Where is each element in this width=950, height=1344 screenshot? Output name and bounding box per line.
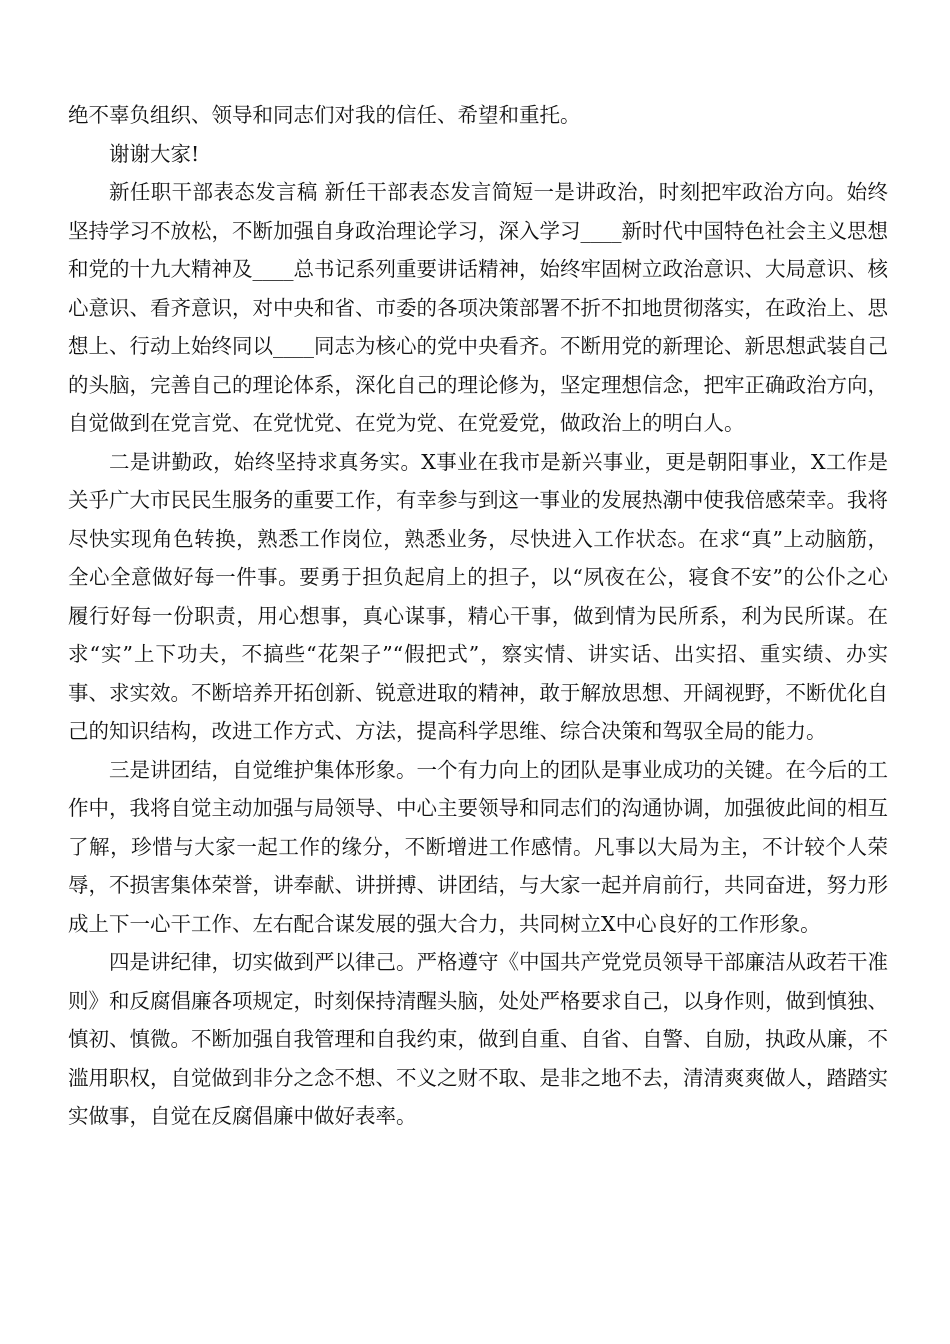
paragraph-thanks: 谢谢大家!: [109, 141, 200, 166]
paragraph-discipline: 四是讲纪律，切实做到严以律己。严格遵守《中国共产党党员领导干部廉洁从政若干准则》和反腐倡廉各项规定，时刻保持清醒头脑，处处严格要求自己，以身作则，做到慎独、慎初、慎微。不断加强自我管理和自我约束，做到自重、自省、自警、自励，执政从廉，不滥用职权，自觉做到非分之念不想、不义之财不取、是非之地不去，清清爽爽做人，踏踏实实做事，自觉在反腐倡廉中做好表率。: [68, 950, 888, 1128]
paragraph-unity: 三是讲团结，自觉维护集体形象。一个有力向上的团队是事业成功的关键。在今后的工作中，我将自觉主动加强与局领导、中心主要领导和同志们的沟通协调，加强彼此间的相互了解，珍惜与大家一起工作的缘分，不断增进工作感情。凡事以大局为主，不计较个人荣辱，不损害集体荣誉，讲奉献、讲拼搏、讲团结，与大家一起并肩前行，共同奋进，努力形成上下一心干工作、左右配合谋发展的强大合力，共同树立X中心良好的工作形象。: [68, 757, 888, 936]
paragraph-closing-sentence: 绝不辜负组织、领导和同志们对我的信任、希望和重托。: [68, 103, 581, 127]
paragraph-diligence: 二是讲勤政，始终坚持求真务实。X事业在我市是新兴事业，更是朝阳事业，X工作是关乎广大市民民生服务的重要工作，有幸参与到这一事业的发展热潮中使我倍感荣幸。我将尽快实现角色转换，熟悉工作岗位，熟悉业务，尽快进入工作状态。在求“真”上动脑筋，全心全意做好每一件事。要勇于担负起肩上的担子，以“夙夜在公，寝食不安”的公仆之心履行好每一份职责，用心想事，真心谋事，精心干事，做到情为民所系，利为民所谋。在求“实”上下功夫，不搞些“花架子”“假把式”，察实情、讲实话、出实招、重实绩、办实事、求实效。不断培养开拓创新、锐意进取的精神，敢于解放思想、开阔视野，不断优化自己的知识结构，改进工作方式、方法，提高科学思维、综合决策和驾驭全局的能力。: [68, 449, 888, 743]
document-page: [68, 96, 888, 1136]
paragraph-politics: 新任职干部表态发言稿 新任干部表态发言简短一是讲政治，时刻把牢政治方向。始终坚持学习不放松，不断加强自身政治理论学习，深入学习____新时代中国特色社会主义思想和党的十九大精神及____总书记系列重要讲话精神，始终牢固树立政治意识、大局意识、核心意识、看齐意识，对中央和省、市委的各项决策部署不折不扣地贯彻落实，在政治上、思想上、行动上始终同以____同志为核心的党中央看齐。不断用党的新理论、新思想武装自己的头脑，完善自己的理论体系，深化自己的理论修为，坚定理想信念，把牢正确政治方向，自觉做到在党言党、在党忧党、在党为党、在党爱党，做政治上的明白人。: [68, 180, 888, 435]
